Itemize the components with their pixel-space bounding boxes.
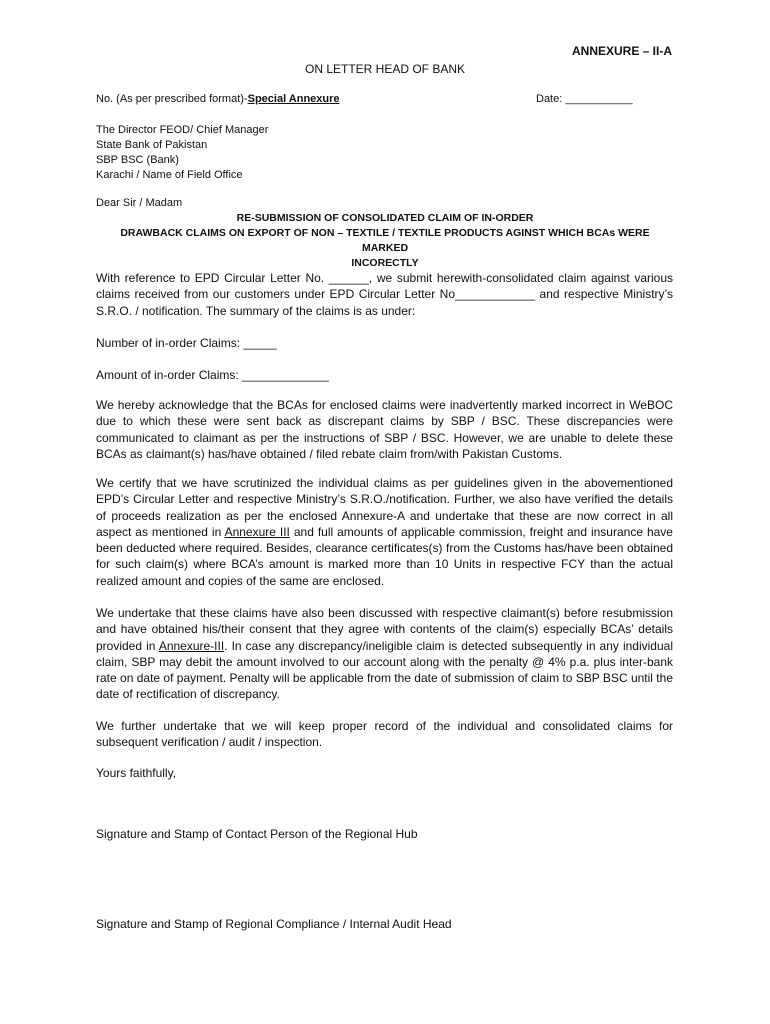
subject-line: RE-SUBMISSION OF CONSOLIDATED CLAIM OF IN-ORDER xyxy=(236,212,534,224)
address-line: Karachi / Name of Field Office xyxy=(96,169,243,181)
subject-line: INCORECTLY xyxy=(351,257,419,269)
certification-text: We certify that we have scrutinized the individual claims as per guidelines given in the abovementioned EPD’s Circular Letter and respective Ministry’s S.R.O./notification. Further, we also have verified the details of proceeds realization as per the enclosed Annexure-A and undertake that these are now correct in all aspect as mentioned in xyxy=(96,476,673,539)
reference-prefix: No. (As per prescribed format)- xyxy=(96,93,248,105)
annexure-label: ANNEXURE – II-A xyxy=(571,44,672,58)
address-line: The Director FEOD/ Chief Manager xyxy=(96,124,269,136)
acknowledgement-paragraph: We hereby acknowledge that the BCAs for enclosed claims were inadvertently marked incorrect in WeBOC due to which these were sent back as discrepant claims by SBP / BSC. These discrepancies were communicated to claimant as per the instructions of SBP / BSC. However, we are unable to delete these BCAs as claimant(s) has/have obtained / filed rebate claim from/with Pakistan Customs. xyxy=(96,398,673,461)
record-keeping-paragraph: We further undertake that we will keep proper record of the individual and consolidated claims for subsequent verification / audit / inspection. xyxy=(96,719,673,750)
signature-compliance-head: Signature and Stamp of Regional Compliance / Internal Audit Head xyxy=(96,917,452,931)
amount-of-claims: Amount of in-order Claims: _____________ xyxy=(96,368,329,382)
letterhead-note: ON LETTER HEAD OF BANK xyxy=(304,62,466,76)
certification-text: and full amounts of applicable commission, freight and insurance have been deducted where required. Besides, clearance certificates(s) from the Customs has/have been obtained for such claim(s) where BCA’s amount is marked more than 10 Units in respective FCY than the actual realized amount and copies of the same are enclosed. xyxy=(96,524,673,588)
undertaking-text: . In case any discrepancy/ineligible claim is detected subsequently in any individual claim, SBP may debit the amount involved to our account along with the penalty @ 4% p.a. plus inter-bank rate on date of payment. Penalty will be applicable from the date of submission of claim to SBP BSC until the date of rectification of discrepancy. xyxy=(96,638,673,702)
intro-paragraph: With reference to EPD Circular Letter No. ______, we submit herewith-consolidated claim against various claims received from our customers under EPD Circular Letter No____________ and respective Ministry’s S.R.O. / notification. The summary of the claims is as under: xyxy=(96,271,673,318)
address-line: SBP BSC (Bank) xyxy=(96,154,179,166)
subject-heading xyxy=(96,211,674,271)
reference-line xyxy=(96,93,340,105)
date-field: Date: ___________ xyxy=(536,93,633,105)
special-annexure: Special Annexure xyxy=(247,93,340,105)
closing: Yours faithfully, xyxy=(96,766,177,780)
undertaking-paragraph xyxy=(96,605,673,703)
recipient-address xyxy=(96,123,268,183)
annexure-iii-reference: Annexure III xyxy=(224,524,290,539)
annexure-iii-reference: Annexure-III xyxy=(158,638,225,653)
signature-contact-person: Signature and Stamp of Contact Person of the Regional Hub xyxy=(96,827,418,841)
subject-line: DRAWBACK CLAIMS ON EXPORT OF NON – TEXTILE / TEXTILE PRODUCTS AGINST WHICH BCAs WERE MARKED xyxy=(120,227,650,254)
address-line: State Bank of Pakistan xyxy=(96,139,208,151)
number-of-claims: Number of in-order Claims: _____ xyxy=(96,336,277,350)
certification-paragraph xyxy=(96,475,673,589)
salutation: Dear Sir / Madam xyxy=(96,197,183,209)
undertaking-text: We undertake that these claims have also been discussed with respective claimant(s) before resubmission and have obtained his/their consent that they agree with contents of the claim(s) especially BCAs’ details provided in xyxy=(96,606,673,653)
